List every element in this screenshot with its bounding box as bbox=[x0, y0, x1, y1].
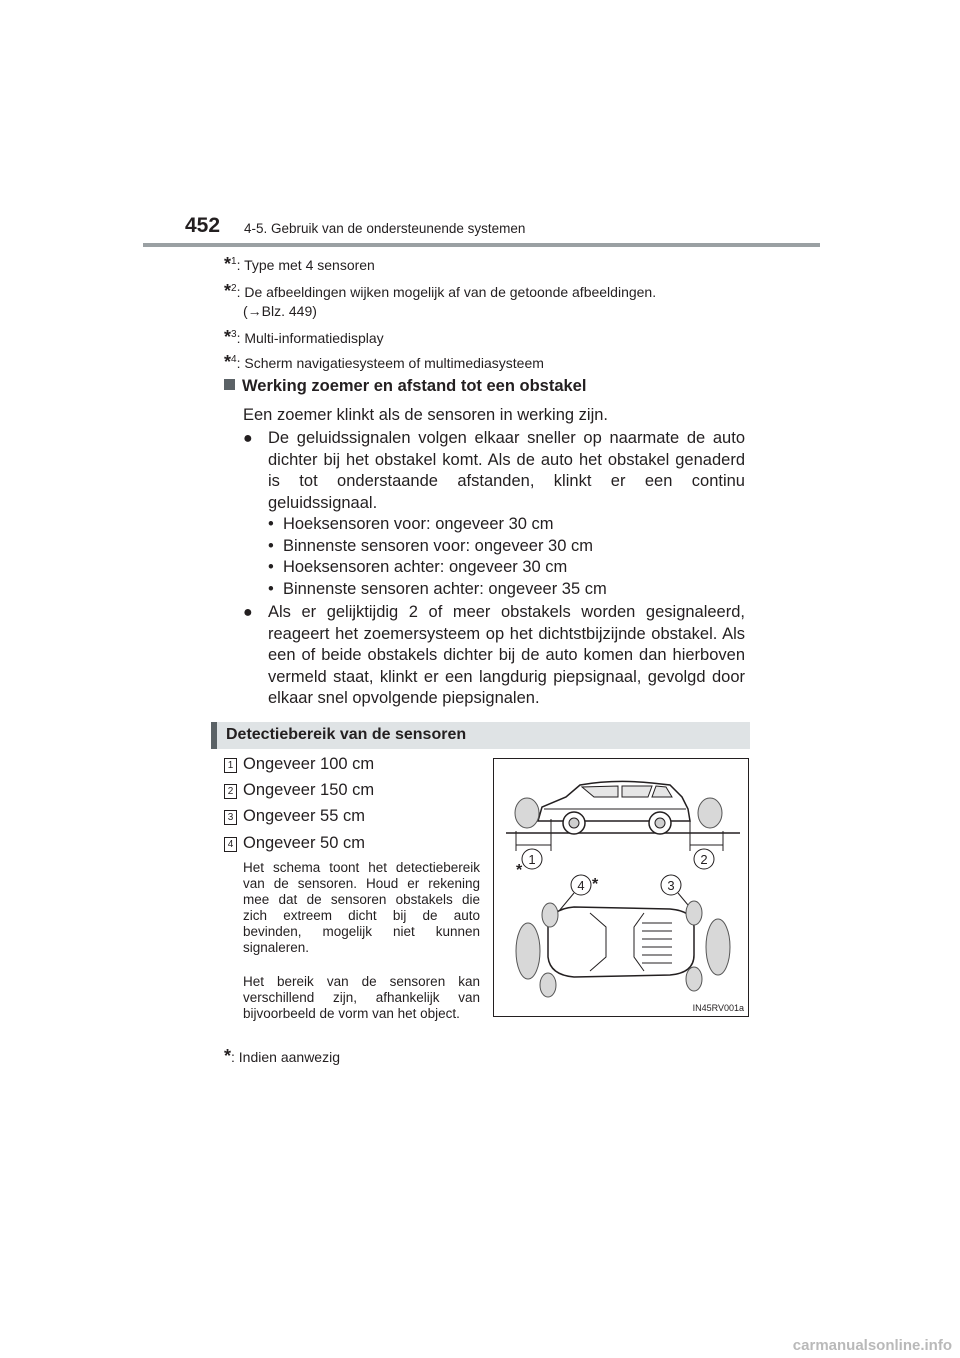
callout-number: 2 bbox=[224, 784, 237, 799]
available-star: * bbox=[516, 862, 523, 879]
distance-item: • Binnenste sensoren achter: ongeveer 35 cm bbox=[268, 580, 607, 598]
figure-code: IN45RV001a bbox=[692, 1003, 744, 1013]
distance-item: • Hoeksensoren voor: ongeveer 30 cm bbox=[268, 515, 554, 533]
callout-number: 3 bbox=[224, 810, 237, 825]
intro-text: Een zoemer klinkt als de sensoren in werking zijn. bbox=[243, 406, 609, 424]
range-value: Ongeveer 100 cm bbox=[243, 755, 375, 773]
callout-number: 1 bbox=[224, 758, 237, 773]
footnote-2: *$^2$: De afbeeldingen wijken mogelijk af van de getoonde afbeeldingen. (→Blz. 449) bbox=[224, 281, 657, 319]
bullet-dot-icon: ● bbox=[243, 604, 253, 621]
square-bullet-icon bbox=[224, 379, 235, 390]
callout-label: 1 bbox=[528, 852, 536, 867]
footnote-4: *$^4$: Scherm navigatiesysteem of multimediasysteem bbox=[224, 352, 544, 372]
subsection-heading: Werking zoemer en afstand tot een obstakel bbox=[224, 377, 586, 396]
bullet-dot-icon: ● bbox=[243, 430, 253, 447]
range-value: Ongeveer 50 cm bbox=[243, 834, 365, 852]
note-paragraph: Het schema toont het detectiebereik van de sensoren. Houd er rekening mee dat de sensoren obstakels die zich extreem dicht bij de auto bevinden, mogelijk niet kunnen signaleren. bbox=[243, 860, 480, 955]
page-number: 452 bbox=[185, 214, 221, 237]
footnote-3: *$^3$: Multi-informatiedisplay bbox=[224, 327, 384, 347]
bullet-item: ● Als er gelijktijdig 2 of meer obstakels worden gesignaleerd, reageert het zoemersysteem op het dichtstbijzijnde obstakel. Als een of beide obstakels dichter bij de auto komen dan hierboven vermeld staat, klinkt er een langdurig piepsignaal, gevolgd door elkaar snel opvolgende piepsignalen. bbox=[243, 603, 745, 707]
detection-range-header: Detectiebereik van de sensoren bbox=[211, 722, 750, 749]
header-stripe bbox=[211, 722, 217, 749]
footnote-1: *$^1$: Type met 4 sensoren bbox=[224, 254, 375, 274]
section-title: 4-5. Gebruik van de ondersteunende systemen bbox=[244, 221, 526, 236]
header-divider bbox=[143, 243, 820, 247]
callout-label: 2 bbox=[700, 852, 708, 867]
sensor-range-figure bbox=[493, 758, 749, 1017]
footnote-available: *: Indien aanwezig bbox=[224, 1046, 340, 1066]
range-value: Ongeveer 55 cm bbox=[243, 807, 365, 825]
available-star: * bbox=[592, 876, 599, 893]
bullet-item: ● De geluidssignalen volgen elkaar sneller op naarmate de auto dichter bij het obstakel komt. Als de auto het obstakel genaderd is tot onderstaande afstanden, klinkt er een continu geluidssignaal. bbox=[243, 429, 745, 512]
note-paragraph: Het bereik van de sensoren kan verschillend zijn, afhankelijk van bijvoorbeeld de vorm van het object. bbox=[243, 974, 480, 1021]
distance-item: • Binnenste sensoren voor: ongeveer 30 cm bbox=[268, 537, 593, 555]
distance-item: • Hoeksensoren achter: ongeveer 30 cm bbox=[268, 558, 568, 576]
watermark: carmanualsonline.info bbox=[792, 1337, 952, 1354]
callout-label: 3 bbox=[667, 878, 675, 893]
callout-label: 4 bbox=[577, 878, 585, 893]
callout-number: 4 bbox=[224, 837, 237, 852]
sensor-range-illustration bbox=[494, 759, 748, 1016]
range-value: Ongeveer 150 cm bbox=[243, 781, 375, 799]
